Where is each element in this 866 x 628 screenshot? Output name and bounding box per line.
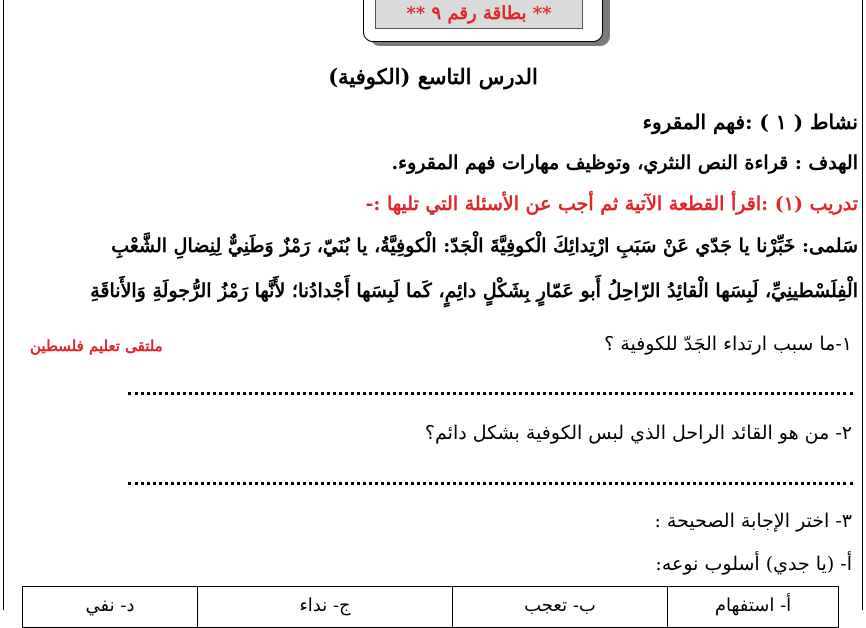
passage-line-2: الْفِلَسْطينِيِّ، لَبِسَها الْقائِدُ الرّاحِلُ أَبو عَمّارٍ بِشَكْلٍ دائِمٍ، كَما لَبِسَها أَجْدادُنا؛ لأَنَّها رَمْزُ الرُّجولَةِ وَالأَناقَةِ	[90, 280, 858, 302]
question-3: ٣- اختر الإجابة الصحيحة :	[654, 510, 852, 532]
question-3a: أ- (يا جدي) أسلوب نوعه:	[655, 553, 852, 575]
page-border-right	[862, 0, 863, 610]
option-b[interactable]: ب- تعجب	[452, 587, 667, 627]
watermark-text: ملتقى تعليم فلسطين	[30, 337, 163, 355]
card-number-box	[363, 0, 603, 42]
question-1: ١-ما سبب ارتداء الجَدّ للكوفية ؟	[604, 333, 852, 355]
lesson-title: الدرس التاسع (الكوفية)	[328, 64, 538, 89]
question-2: ٢- من هو القائد الراحل الذي لبس الكوفية بشكل دائم؟	[424, 422, 852, 444]
card-number-label: ** بطاقة رقم ٩ **	[375, 0, 583, 29]
option-c[interactable]: ج- نداء	[197, 587, 452, 627]
answer-line-2[interactable]	[128, 482, 853, 485]
options-table	[22, 586, 839, 628]
option-a[interactable]: أ- استفهام	[667, 587, 838, 627]
page-border-left	[3, 0, 4, 610]
option-d[interactable]: د- نفي	[85, 595, 135, 616]
training-instruction: تدريب (١) :اقرأ القطعة الآتية ثم أجب عن الأسئلة التي تليها :-	[365, 193, 858, 215]
activity-heading: نشاط ( ١ ) :فهم المقروء	[642, 110, 858, 134]
passage-line-1: سَلمى: خَبِّرْنا يا جَدّي عَنْ سَبَبِ ارْتِدائِكَ الْكوفِيَّةَ الْجَدّ: الْكوفِيَّةُ، يا بُنَيّ، رَمْزٌ وَطَنِيٌّ لِنِضالِ الشَّعْبِ	[111, 235, 858, 257]
answer-line-1[interactable]	[128, 392, 853, 395]
goal-text: الهدف : قراءة النص النثري، وتوظيف مهارات فهم المقروء.	[391, 152, 858, 174]
